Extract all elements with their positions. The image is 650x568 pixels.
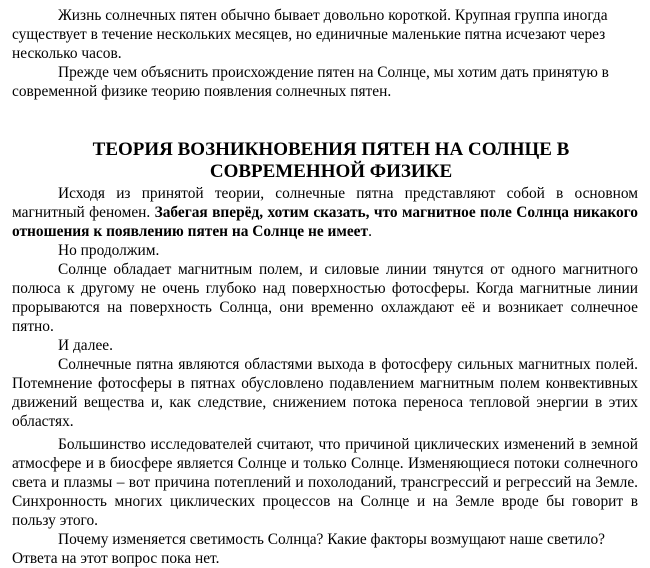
section-heading [12, 139, 638, 183]
intro-paragraph-1: Жизнь солнечных пятен обычно бывает довольно короткой. Крупная группа иногда существует в течение нескольких месяцев, но единичные маленькие пятна исчезают через несколько часов. [12, 7, 608, 62]
theory-paragraph-2: Но продолжим. [58, 242, 160, 259]
document-page [12, 6, 638, 568]
intro-paragraph-2: Прежде чем объяснить происхождение пятен на Солнце, мы хотим дать принятую в современной физике теорию появления солнечных пятен. [12, 64, 609, 100]
conclusion-paragraph-2: Почему изменяется светимость Солнца? Какие факторы возмущают наше светило? Ответа на этот вопрос пока нет. [12, 531, 605, 567]
theory-paragraph-1-emphasis: Забегая вперёд, хотим сказать, что магнитное поле Солнца никакого отношения к появлению пятен на Солнце не имеет [12, 204, 638, 240]
section-heading-line-1: ТЕОРИЯ ВОЗНИКНОВЕНИЯ ПЯТЕН НА СОЛНЦЕ В [92, 139, 570, 160]
conclusion-paragraph-1: Большинство исследователей считают, что причиной циклических изменений в земной атмосфере и в биосфере является Солнце и только Солнце. Изменяющиеся потоки солнечного света и плазмы – вот причина потеплений и похолоданий, трансгрессий и регрессий на Земле. Синхронность многих циклических процессов на Солнце и на Земле вроде бы говорит в пользу этого. [12, 436, 638, 529]
theory-paragraph-4: И далее. [58, 337, 113, 354]
theory-paragraph-1 [12, 184, 638, 241]
theory-paragraph-3: Солнце обладает магнитным полем, и силовые линии тянутся от одного магнитного полюса к другому не очень глубоко над поверхностью фотосферы. Когда магнитные линии прорываются на поверхность Солнца, они временно охлаждают её и возникает солнечное пятно. [12, 261, 638, 335]
section-heading-line-2: СОВРЕМЕННОЙ ФИЗИКЕ [209, 161, 453, 182]
theory-paragraph-1-end: . [368, 223, 372, 240]
theory-paragraph-5: Солнечные пятна являются областями выхода в фотосферу сильных магнитных полей. Потемнение фотосферы в пятнах обусловлено подавлением магнитным полем конвективных движений вещества и, как следствие, снижением потока переноса тепловой энергии в этих областях. [12, 356, 638, 430]
theory-paragraph-1-text: Исходя из принятой теории, солнечные пятна представляют собой в основном магнитный феномен. [12, 185, 638, 221]
